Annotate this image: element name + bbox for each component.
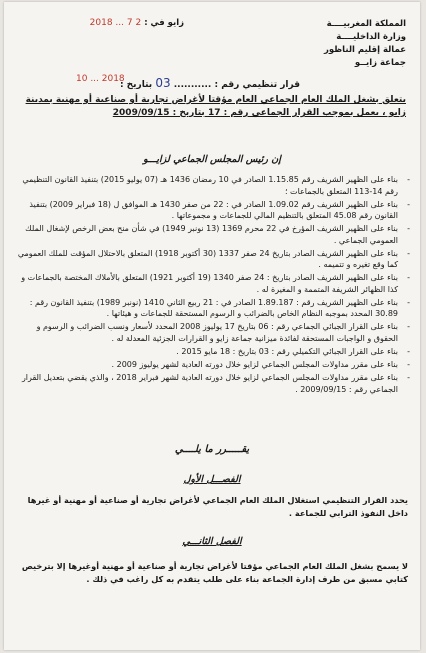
list-item: - بناء على القرار الجبائي التكميلي رقم : 03 بتاريخ : 18 مايو 2015 . [176,347,410,357]
list-item: - بناء على الظهير الشريف رقم 1.15.85 الصادر في 10 رمضان 1436 هـ (07 يوليو 2015) بتنفيذ القانون التنظيمي رقم 14-113 المتعلق بالجماعات ؛ [22,175,410,196]
province-label: عمالة إقليم الناظور [323,45,406,55]
chapter-two-text: لا يسمح بشغل الملك العام الجماعي مؤقتا لأغراض تجارية أو صناعية أو مهنية أوغيرها إلا بترخيص كتابي مسبق من طرف إدارة الجماعة بناء على طلب يتقدم به كل راغب في ذلك . [21,561,408,584]
list-item: - بناء على الظهير الشريف الصادر بتاريخ 24 صفر 1337 (30 أكتوبر 1918) المتعلق بالاحتلال المؤقت للملك العمومي كما وقع تغيره و تتميمه . [17,248,410,270]
chapter-two-title: الفصل الثانـــي [182,536,242,547]
place-date-value: 2 7 ... 2018 [89,18,142,28]
chapter-one-text: يحدد القرار التنظيمي استغلال الملك العام الجماعي لأغراض تجارية أو صناعية أو مهنية أو غيرها داخل النفوذ الترابي للجماعة . [27,495,408,518]
legal-basis-list [10,174,410,397]
issuer-header [286,18,406,70]
decision-number: 03 [155,76,171,90]
decree-heading: يقـــــرر ما يلــــي [174,444,250,455]
place-date-label: زايو في : [144,18,184,28]
intro-title: إن رئيس المجلس الجماعي لزايـــو [143,154,281,165]
list-item: - بناء على مقرر مداولات المجلس الجماعي لزايو خلال دورته العادية لشهر فبراير 2018 ، والذي يقضي بتعديل القرار الجماعي رقم : 2009/09/15 . [21,373,410,394]
list-item: - بناء على القرار الجبائي الجماعي رقم : 06 بتاريخ 17 يوليوز 2008 المحدد لأسعار ونسب الضرائب و الرسوم و الحقوق و الواجبات المستحقة لفائدة ميزانية جماعة زايو و القرارات الجزئية المعدلة له . [36,322,410,344]
list-item: - بناء على الظهير الشريف الصادر بتاريخ : 24 صفر 1340 (19 أكتوبر 1921) المتعلق بالأملاك المختصة بالجماعات و كذا الظهائر الشريفة المتممة و المغيرة له . [21,273,410,294]
document-page [4,2,420,650]
decision-date-label: بتاريخ : [119,80,153,90]
decision-label: قرار تنظيمي رقم : ........... [173,80,300,90]
place-date [34,18,184,28]
chapter-one-title: الفصـــل الأول [183,474,241,485]
kingdom-label: المملكة المغربيــــة [326,19,406,29]
decision-date-value: 10 ... 2018 [76,74,125,84]
decision-number-line [100,76,300,90]
commune-label: جماعة زايــو [354,58,406,68]
list-item: - بناء على الظهير الشريف رقم : 1.89.187 الصادر في : 21 ربيع الثاني 1410 (نونبر 1989) بتنفيذ القانون رقم : 30.89 المحدد بموجبه النظام الخاص بالضرائب و الرسوم المستحقة للجماعات و هيئاتها . [29,297,410,319]
list-item: - بناء على الظهير الشريف رقم 1.09.02 الصادر في : 22 من صفر 1430 هـ الموافق ل (18 فبراير 2009) بتنفيذ القانون رقم 45.08 المتعلق بالتنظيم المالي للجماعات و مجموعاتها . [29,199,410,221]
list-item: - بناء على الظهير الشريف المؤرخ في 22 محرم 1369 (13 نونبر 1949) في شأن منح بعض الرخص لإشغال الملك العمومي الجماعي . [25,224,410,245]
list-item: - بناء على مقرر مداولات المجلس الجماعي لزايو خلال دورته العادية لشهر يوليوز 2009 . [111,360,410,370]
ministry-label: وزارة الداخليــــة [336,32,406,42]
decision-subject: يتعلق بشغل الملك العام الجماعي العام مؤقتا لأغراض تجارية أو صناعية أو مهنية بمدينة زايو ، يعمل بموجب القرار الجماعي رقم : 17 بتاريخ : 2009/09/15 [25,95,406,118]
